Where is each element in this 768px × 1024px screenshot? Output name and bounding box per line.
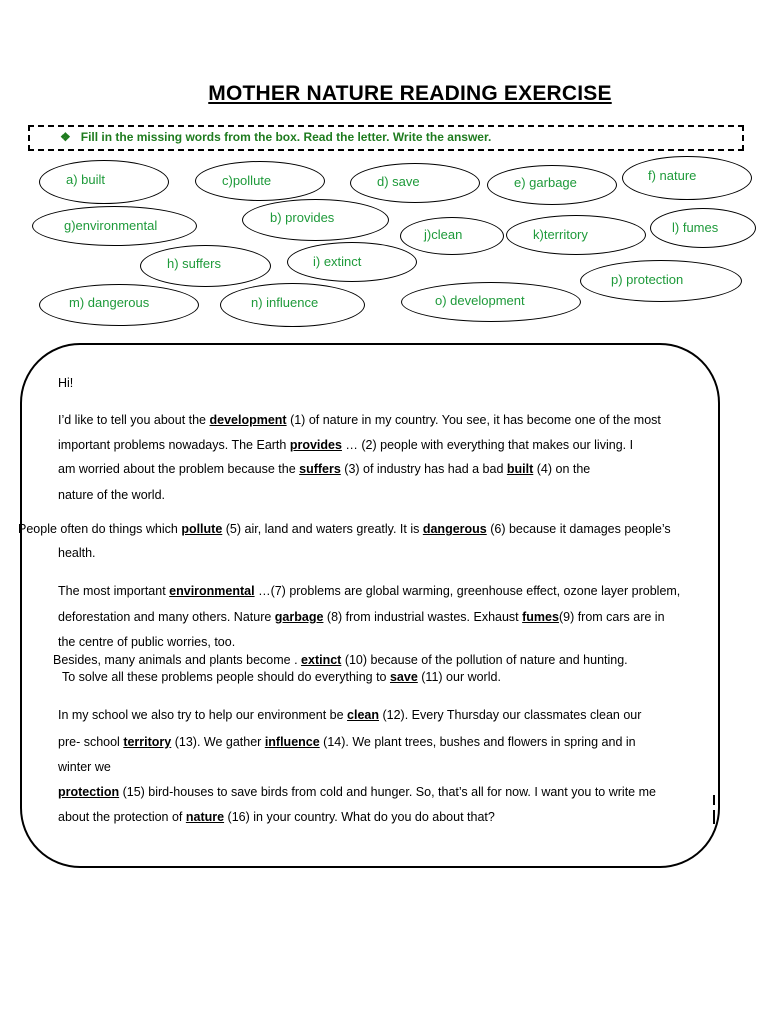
word-built: a) built	[66, 172, 106, 187]
answer-word: influence	[264, 735, 320, 749]
margin-mark	[713, 795, 715, 805]
letter-line: People often do things which pollute (5) air, land and waters greatly. It is dangerous (6) because it damages people’s	[18, 522, 671, 536]
word-provides: b) provides	[270, 210, 335, 225]
letter-line: important problems nowadays. The Earth provides … (2) people with everything that makes our living. I	[58, 438, 634, 452]
answer-word: protection	[58, 785, 120, 799]
answer-word: environmental	[169, 584, 255, 598]
word-influence: n) influence	[251, 295, 319, 310]
word-fumes: l) fumes	[672, 220, 719, 235]
letter-line: am worried about the problem because the suffers (3) of industry has had a bad built (4) on the	[58, 462, 591, 476]
letter-line: pre- school territory (13). We gather influence (14). We plant trees, bushes and flowers in spring and in	[58, 735, 636, 749]
letter-line: protection (15) bird-houses to save birds from cold and hunger. So, that’s all for now. I want you to write me	[58, 785, 656, 799]
answer-word: development	[209, 413, 287, 427]
letter-greeting: Hi!	[58, 376, 74, 390]
word-nature: f) nature	[648, 168, 697, 183]
answer-word: nature	[185, 810, 225, 824]
letter-line: The most important environmental …(7) problems are global warming, greenhouse effect, ozone layer problem,	[58, 584, 681, 598]
word-extinct: i) extinct	[313, 254, 362, 269]
letter-line: the centre of public worries, too.	[58, 635, 236, 649]
answer-word: territory	[123, 735, 172, 749]
word-save: d) save	[377, 174, 420, 189]
answer-word: save	[389, 670, 418, 684]
letter-line: To solve all these problems people should do everything to save (11) our world.	[62, 670, 501, 684]
word-suffers: h) suffers	[167, 256, 221, 271]
letter-line: about the protection of nature (16) in your country. What do you do about that?	[58, 810, 495, 824]
answer-word: fumes	[522, 610, 559, 624]
word-clean: j)clean	[424, 227, 463, 242]
margin-mark	[713, 810, 715, 824]
letter-line: deforestation and many others. Nature garbage (8) from industrial wastes. Exhaust fumes(9) from cars are in	[58, 610, 665, 624]
letter-line: nature of the world.	[58, 488, 166, 502]
letter-line: health.	[58, 546, 96, 560]
word-protection: p) protection	[611, 272, 684, 287]
letter-line: I’d like to tell you about the development (1) of nature in my country. You see, it has become one of the most	[58, 413, 661, 427]
word-territory: k)territory	[533, 227, 588, 242]
letter-line: winter we	[58, 760, 111, 774]
word-dangerous: m) dangerous	[69, 295, 150, 310]
page-title: MOTHER NATURE READING EXERCISE	[208, 82, 612, 105]
word-pollute: c)pollute	[222, 173, 272, 188]
word-garbage: e) garbage	[514, 175, 577, 190]
answer-word: dangerous	[422, 522, 487, 536]
answer-word: extinct	[301, 653, 342, 667]
answer-word: built	[506, 462, 534, 476]
instruction-text: Fill in the missing words from the box. Read the letter. Write the answer.	[80, 130, 492, 144]
word-development: o) development	[435, 293, 525, 308]
answer-word: provides	[289, 438, 342, 452]
answer-word: suffers	[299, 462, 341, 476]
answer-word: garbage	[274, 610, 324, 624]
bullet-icon: ❖	[60, 130, 71, 144]
letter-line: Besides, many animals and plants become . extinct (10) because of the pollution of nature and hunting.	[53, 653, 628, 667]
word-environmental: g)environmental	[64, 218, 158, 233]
answer-word: clean	[347, 708, 380, 722]
instruction	[60, 130, 491, 144]
letter-line: In my school we also try to help our environment be clean (12). Every Thursday our classmates clean our	[58, 708, 642, 722]
answer-word: pollute	[181, 522, 223, 536]
